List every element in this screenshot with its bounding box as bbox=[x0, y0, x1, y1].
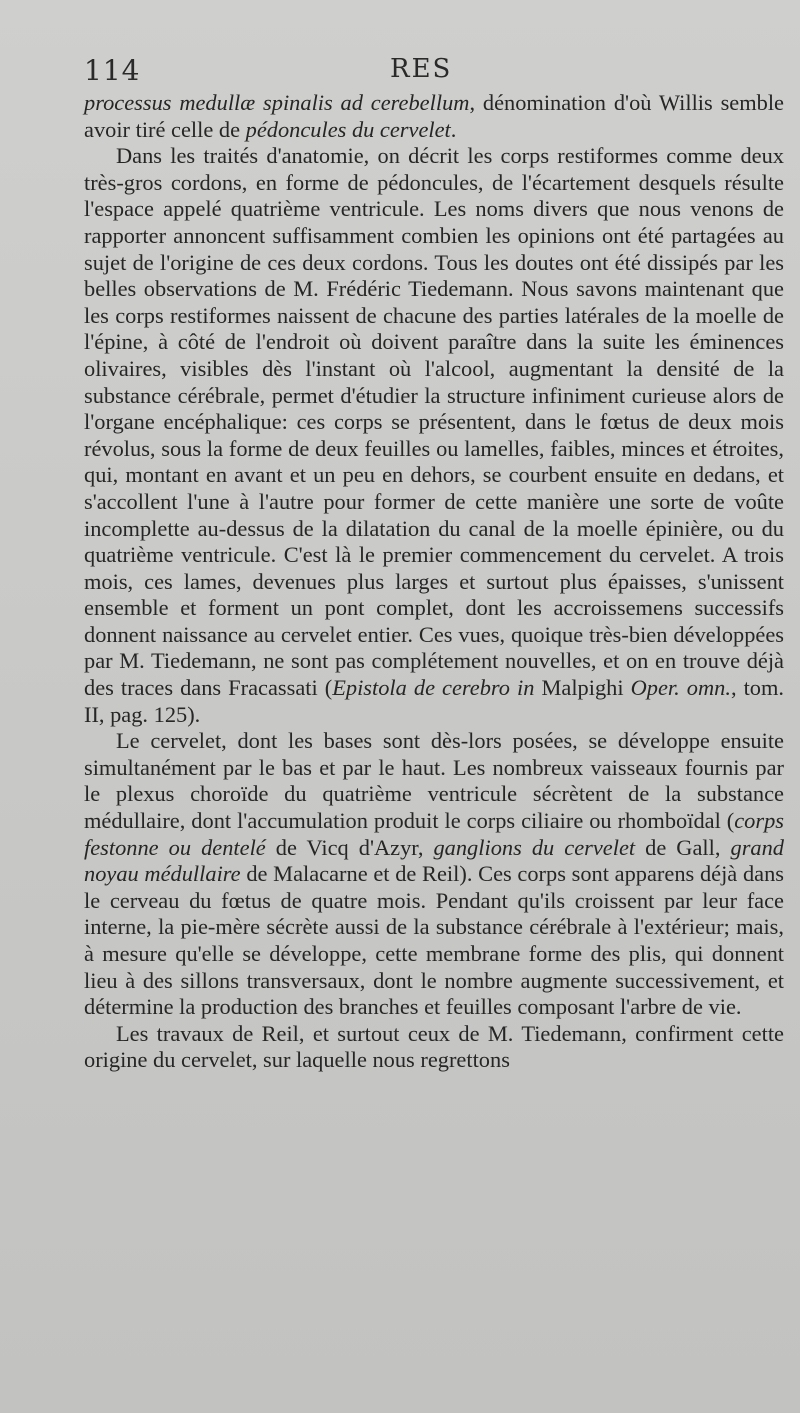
body-text bbox=[84, 90, 784, 1074]
text-run: , tom. II, pag. 125). bbox=[84, 675, 784, 727]
text-run: de Malacarne et de Reil). Ces corps sont apparens déjà dans le cerveau du fœtus de quatre mois. Pendant qu'ils croissent par leur face interne, la pie-mère sécrète aussi de la substance cérébrale à l'extérieur; mais, à mesure qu'elle se développe, cette membrane forme des plis, qui donnent lieu à des sillons transversaux, dont le nombre augmente successivement, et détermine la production des branches et feuilles composant l'arbre de vie. bbox=[84, 861, 784, 1020]
running-head: RES bbox=[390, 54, 453, 84]
italic-text: Epistola de cerebro in bbox=[332, 675, 535, 701]
text-run: Dans les traités d'anatomie, on décrit les corps restiformes comme deux très-gros cordons, en forme de pédoncules, de l'écartement desquels résulte l'espace appelé quatrième ventricule. Les noms divers que nous venons de rapporter annoncent suffisamment combien les opinions ont été partagées au sujet de l'origine de ces deux cordons. Tous les doutes ont été dissipés par les belles observations de M. Frédéric Tiedemann. Nous savons maintenant que les corps restiformes naissent de chacune des parties latérales de la moelle de l'épine, à côté de l'endroit où doivent paraître dans la suite les éminences olivaires, visibles dès l'instant où l'alcool, augmentant la densité de la substance cérébrale, permet d'étudier la structure infiniment curieuse alors de l'organe encéphalique: ces corps se présentent, dans le fœtus de deux mois révolus, sous la forme de deux feuilles ou lamelles, faibles, minces et étroites, qui, montant en avant et un peu en dehors, se courbent ensuite en dedans, et s'accollent l'une à l'autre pour former de cette manière une sorte de voûte incomplette au-dessus de la dilatation du canal de la moelle épinière, ou du quatrième ventricule. C'est là le premier commencement du cervelet. A trois mois, ces lames, devenues plus larges et surtout plus épaisses, s'unissent ensemble et forment un pont complet, dont les accroissemens successifs donnent naissance au cervelet entier. Ces vues, quoique très-bien développées par M. Tiedemann, ne sont pas complétement nouvelles, et on en trouve déjà des traces dans Fracassati ( bbox=[84, 143, 784, 701]
paragraph bbox=[84, 143, 784, 728]
page-header bbox=[84, 52, 784, 92]
text-run: de Vicq d'Azyr, bbox=[265, 834, 434, 860]
text-run: de Gall, bbox=[635, 834, 731, 860]
page-number: 114 bbox=[84, 54, 141, 87]
text-run: , dénomination d'où Willis semble avoir tiré celle de bbox=[84, 90, 784, 142]
italic-text: ganglions du cervelet bbox=[433, 834, 636, 860]
text-run: Le cervelet, dont les bases sont dès-lors posées, se développe ensuite simultanément par le bas et par le haut. Les nombreux vaisseaux fournis par le plexus choroïde du quatrième ventricule sécrètent de la substance médullaire, dont l'accumulation produit le corps ciliaire ou rhomboïdal ( bbox=[84, 728, 784, 834]
paragraph bbox=[84, 1021, 784, 1074]
italic-text: processus medullæ spinalis ad cerebellum bbox=[84, 90, 470, 115]
paragraph bbox=[84, 90, 784, 143]
text-run: Malpighi bbox=[534, 675, 631, 701]
italic-text: pédoncules du cervelet bbox=[245, 116, 451, 142]
italic-text: Oper. omn. bbox=[630, 675, 731, 701]
text-run: Les travaux de Reil, et surtout ceux de M. Tiedemann, confirment cette origine du cervelet, sur laquelle nous regrettons bbox=[84, 1020, 784, 1073]
text-run: . bbox=[450, 116, 457, 142]
paragraph bbox=[84, 728, 784, 1021]
italic-text: grand noyau médullaire bbox=[84, 834, 784, 887]
italic-text: corps festonne ou dentelé bbox=[84, 808, 784, 860]
